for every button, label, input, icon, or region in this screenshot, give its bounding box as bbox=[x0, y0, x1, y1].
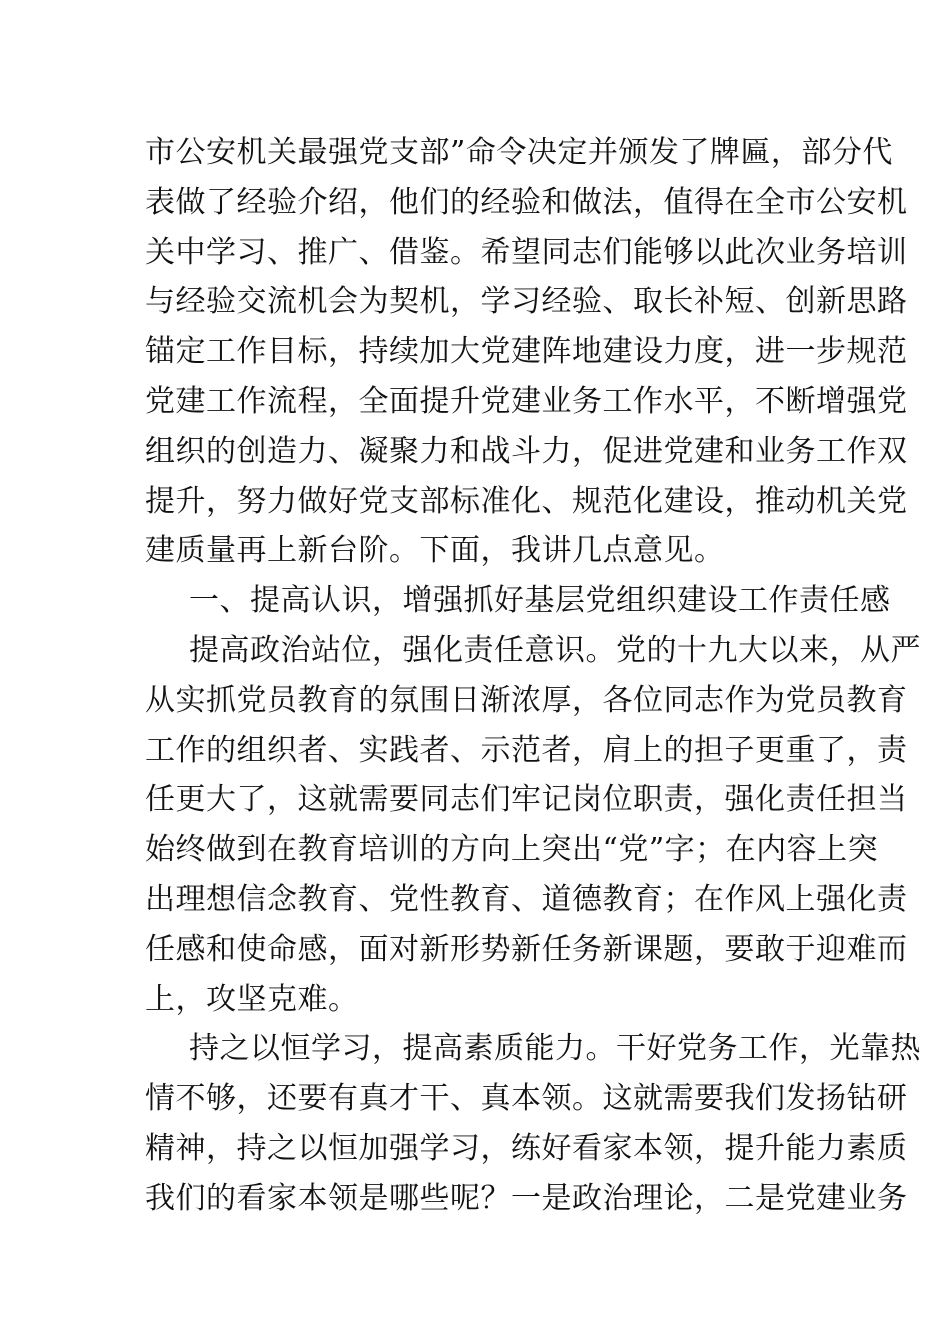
text-line: 党建工作流程，全面提升党建业务工作水平，不断增强党 bbox=[145, 383, 908, 419]
text-line: 任感和使命感，面对新形势新任务新课题，要敢于迎难而 bbox=[145, 931, 908, 967]
paragraph-start-line: 提高政治站位，强化责任意识。党的十九大以来，从严 bbox=[189, 632, 921, 668]
text-line: 表做了经验介绍，他们的经验和做法，值得在全市公安机 bbox=[145, 184, 908, 220]
text-line: 关中学习、推广、借鉴。希望同志们能够以此次业务培训 bbox=[145, 234, 908, 270]
section-heading: 一、提高认识，增强抓好基层党组织建设工作责任感 bbox=[189, 583, 891, 619]
text-line: 精神，持之以恒加强学习，练好看家本领，提升能力素质 bbox=[145, 1130, 908, 1166]
text-line: 任更大了，这就需要同志们牢记岗位职责，强化责任担当 bbox=[145, 782, 908, 818]
text-line: 与经验交流机会为契机，学习经验、取长补短、创新思路 bbox=[145, 284, 908, 320]
text-line: 工作的组织者、实践者、示范者，肩上的担子更重了，责 bbox=[145, 732, 908, 768]
text-line: 市公安机关最强党支部”命令决定并颁发了牌匾，部分代 bbox=[145, 135, 893, 170]
text-line: 锚定工作目标，持续加大党建阵地建设力度，进一步规范 bbox=[145, 334, 908, 370]
paragraph-start-line: 持之以恒学习，提高素质能力。干好党务工作，光靠热 bbox=[189, 1031, 921, 1067]
text-line: 始终做到在教育培训的方向上突出“党”字；在内容上突 bbox=[145, 832, 879, 868]
text-line: 出理想信念教育、党性教育、道德教育；在作风上强化责 bbox=[145, 881, 908, 917]
text-line: 上，攻坚克难。 bbox=[145, 981, 359, 1017]
text-line: 我们的看家本领是哪些呢？一是政治理论，二是党建业务 bbox=[145, 1180, 908, 1216]
text-line: 建质量再上新台阶。下面，我讲几点意见。 bbox=[145, 533, 725, 569]
body-text bbox=[145, 128, 921, 1224]
text-line: 提升，努力做好党支部标准化、规范化建设，推动机关党 bbox=[145, 483, 908, 519]
text-line: 情不够，还要有真才干、真本领。这就需要我们发扬钻研 bbox=[145, 1081, 908, 1117]
text-line: 从实抓党员教育的氛围日渐浓厚，各位同志作为党员教育 bbox=[145, 682, 908, 718]
text-line: 组织的创造力、凝聚力和战斗力，促进党建和业务工作双 bbox=[145, 433, 908, 469]
